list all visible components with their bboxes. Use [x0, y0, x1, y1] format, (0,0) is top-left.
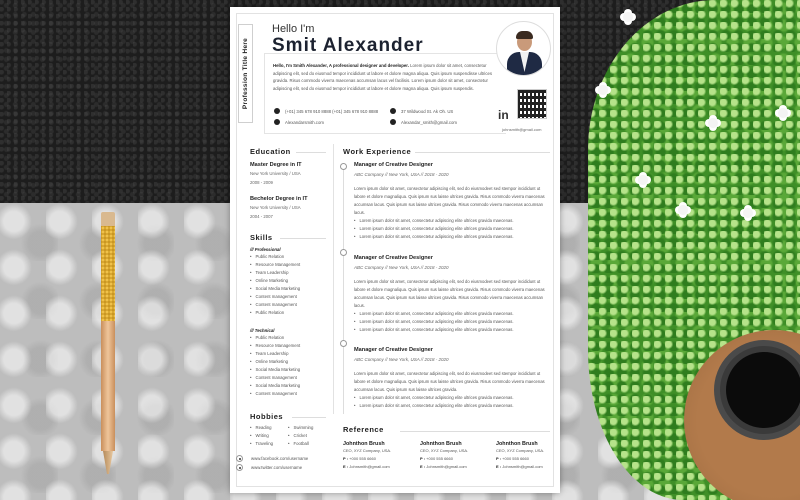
reference-card [496, 441, 556, 471]
list-item: • Content management [250, 374, 300, 382]
reference-phone: P : +000 555 6660 [420, 456, 453, 461]
section-divider [280, 238, 326, 239]
hobbies-list-1 [250, 424, 273, 448]
reference-email[interactable]: E : Johnsmith@gmail.com [496, 464, 543, 469]
contact-address: 37 Wildwood St. Ak Oh. US [390, 108, 453, 114]
list-item: • Lorem ipsum dolor sit amet, consectetur adipiscing elite ultrices gravida maecenas. [354, 394, 550, 402]
reference-name: Johnthon Brush [420, 441, 462, 447]
edu-school: New York University / USA [250, 171, 301, 176]
reference-role: CEO, XYZ Company, USA. [343, 448, 392, 453]
professional-skills-list [250, 253, 300, 317]
professional-skills-label: /// Professional [250, 247, 281, 252]
list-item: • Public Relation [250, 334, 300, 342]
column-divider [333, 144, 334, 414]
reference-card [343, 441, 403, 471]
technical-skills-label: /// Technical [250, 328, 275, 333]
list-item: • Online Marketing [250, 277, 300, 285]
edu-years: 2004 - 2007 [250, 214, 273, 219]
list-item: • Lorem ipsum dolor sit amet, consectetur adipiscing elite ultrices gravida maecenas. [354, 402, 550, 410]
job-description: Lorem ipsum dolor sit amet, consectetur adipiscing elit, sed do eiusmodeet sed stempor incididunt ut labore et dolore magnaliqua. Quis ipsum sus laisse ultrices gravida. Risus commodo viverra maecenas accumsan lacus. Quis ipsum sus laisse ultrices gravida. [354, 371, 545, 392]
job-title: Manager of Creative Designer [354, 347, 433, 353]
list-item: • Team Leadership [250, 269, 300, 277]
phone-icon [274, 108, 280, 114]
white-flower [678, 205, 688, 215]
section-divider [296, 152, 326, 153]
profile-photo [496, 21, 551, 76]
list-item: • Social Media Marketing [250, 366, 300, 374]
edu-degree: Master Degree in IT [250, 162, 302, 168]
contact-phone: (+01) 345 678 910 8888 (+01) 345 678 910 8888 [274, 108, 378, 114]
list-item: • Resource Management [250, 342, 300, 350]
edu-school: New York University / USA [250, 205, 301, 210]
list-item: • Content management [250, 301, 300, 309]
profession-title: Profession Title Here [242, 37, 250, 110]
intro-lead: Hello, I'm Smith Alexander, A professional designer and developer. [273, 63, 409, 68]
timeline-dot [340, 340, 347, 347]
list-item: • Online Marketing [250, 358, 300, 366]
reference-name: Johnthon Brush [343, 441, 385, 447]
contact-email[interactable]: Alexandar_smith@gmail.com [390, 119, 457, 125]
person-name: Smit Alexander [272, 35, 424, 56]
qr-email: johnsmith@gmail.com [502, 127, 542, 132]
location-icon [390, 108, 396, 114]
hobbies-title: Hobbies [250, 412, 284, 421]
job-title: Manager of Creative Designer [354, 255, 433, 261]
reference-role: CEO, XYZ Company, USA. [496, 448, 545, 453]
linkedin-icon[interactable]: in [498, 108, 509, 122]
edu-years: 2008 - 2009 [250, 180, 273, 185]
twitter-icon [236, 464, 243, 471]
contact-website[interactable]: Alexandarsmith.com [274, 119, 324, 125]
list-item: • Lorem ipsum dolor sit amet, consectetur adipiscing elite ultrices gravida maecenas. [354, 310, 550, 318]
section-divider [415, 152, 550, 153]
job-description: Lorem ipsum dolor sit amet, consectetur adipiscing elit, sed do eiusmodeet sed stempor incididunt ut labore et dolore magnaliqua. Quis ipsum sus laisse ultrices gravida. Risus commodo viverra maecenas accumsan lacus. Quis ipsum sus laisse ultrices gravida. Risus commodo viverra maecenas accumsan lacus. [354, 186, 545, 215]
greeting: Hello I'm [272, 23, 315, 35]
hobbies-list-2 [288, 424, 313, 448]
list-item: • Swimming [288, 424, 313, 432]
list-item: • Football [288, 440, 313, 448]
intro-paragraph [273, 62, 498, 93]
white-flower [743, 208, 753, 218]
white-flower [778, 108, 788, 118]
list-item: • Public Relation [250, 309, 300, 317]
list-item: • Lorem ipsum dolor sit amet, consectetur adipiscing elite ultrices gravida maecenas. [354, 225, 550, 233]
reference-email[interactable]: E : Johnsmith@gmail.com [343, 464, 390, 469]
email-icon [390, 119, 396, 125]
list-item: • Social Media Marketing [250, 382, 300, 390]
reference-phone: P : +000 555 6660 [496, 456, 529, 461]
list-item: • Reading [250, 424, 273, 432]
job-bullets [354, 217, 550, 241]
white-flower [623, 12, 633, 22]
list-item: • Writing [250, 432, 273, 440]
reference-email[interactable]: E : Johnsmith@gmail.com [420, 464, 467, 469]
job-bullets [354, 394, 550, 410]
list-item: • Cricket [288, 432, 313, 440]
education-title: Education [250, 147, 291, 156]
work-experience-title: Work Experience [343, 147, 412, 156]
profession-title-tab [238, 24, 253, 123]
job-entry [354, 255, 550, 334]
facebook-icon [236, 455, 243, 462]
technical-skills-list [250, 334, 300, 398]
timeline-dot [340, 163, 347, 170]
job-bullets [354, 310, 550, 334]
reference-name: Johnthon Brush [496, 441, 538, 447]
globe-icon [274, 119, 280, 125]
list-item: • Lorem ipsum dolor sit amet, consectetur adipiscing elite ultrices gravida maecenas. [354, 217, 550, 225]
reference-title: Reference [343, 425, 384, 434]
twitter-link[interactable]: www.twitter.com/username [236, 464, 302, 471]
list-item: • Lorem ipsum dolor sit amet, consectetur adipiscing elite ultrices gravida maecenas. [354, 233, 550, 241]
list-item: • Resource Management [250, 261, 300, 269]
job-title: Manager of Creative Designer [354, 162, 433, 168]
list-item: • Team Leadership [250, 350, 300, 358]
skills-title: Skills [250, 233, 273, 242]
job-meta: ABC Company // New York, USA // 2018 - 2020 [354, 172, 449, 177]
resume-page [230, 7, 560, 493]
white-flower [708, 118, 718, 128]
list-item: • Public Relation [250, 253, 300, 261]
list-item: • Social Media Marketing [250, 285, 300, 293]
list-item: • Traveling [250, 440, 273, 448]
white-flower [638, 175, 648, 185]
gold-pen [98, 212, 118, 474]
list-item: • Content management [250, 390, 300, 398]
job-meta: ABC Company // New York, USA // 2018 - 2020 [354, 265, 449, 270]
edu-degree: Bechelor Degree in IT [250, 196, 308, 202]
job-description: Lorem ipsum dolor sit amet, consectetur adipiscing elit, sed do eiusmodeet sed stempor incididunt ut labore et dolore magnaliqua. Quis ipsum sus laisse ultrices gravida. Risus commodo viverra maecenas accumsan lacus. Quis ipsum sus laisse ultrices gravida. Risus commodo viverra maecenas accumsan lacus. [354, 279, 545, 308]
timeline-line [343, 169, 344, 414]
intro-body: Lorem ipsum dolor sit amet, consectetur adipiscing elit, sed do eiusmod tempor incididunt ut labore et dolore magna aliqua. Quis ipsum suspendisse ultrices gravida. Risus commodo viverra maecenas accumsan lacus vel facilisis. Lorem ipsum dolor sit amet, consectetur adipiscing elit, sed do eiusmod tempor incididunt ut labore et dolore magna aliqua. Quis ipsum suspendis. [273, 63, 493, 92]
job-entry [354, 162, 550, 241]
qr-code [517, 89, 547, 119]
reference-role: CEO, XYZ Company, USA. [420, 448, 469, 453]
list-item: • Lorem ipsum dolor sit amet, consectetur adipiscing elite ultrices gravida maecenas. [354, 326, 550, 334]
reference-phone: P : +000 555 6660 [343, 456, 376, 461]
section-divider [400, 431, 550, 432]
reference-card [420, 441, 480, 471]
white-flower [598, 85, 608, 95]
facebook-link[interactable]: www.facebook.com/username [236, 455, 308, 462]
section-divider [292, 417, 326, 418]
list-item: • Content management [250, 293, 300, 301]
list-item: • Lorem ipsum dolor sit amet, consectetur adipiscing elite ultrices gravida maecenas. [354, 318, 550, 326]
job-entry [354, 347, 550, 410]
job-meta: ABC Company // New York, USA // 2018 - 2020 [354, 357, 449, 362]
timeline-dot [340, 249, 347, 256]
